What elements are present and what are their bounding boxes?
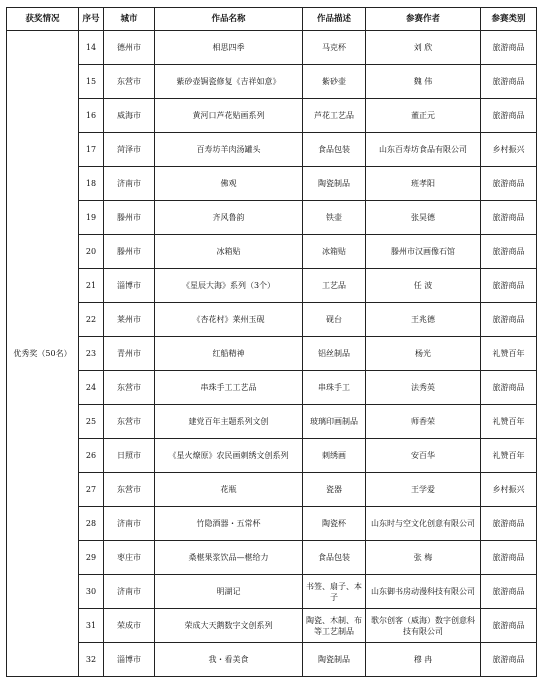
header-work: 作品名称	[155, 8, 303, 31]
cell-category: 旅游商品	[481, 541, 537, 575]
cell-author: 张昊德	[366, 201, 481, 235]
cell-city: 济南市	[104, 507, 155, 541]
table-row	[7, 507, 537, 541]
cell-author: 滕州市汉画像石馆	[366, 235, 481, 269]
cell-desc: 食品包装	[303, 133, 366, 167]
cell-desc: 食品包装	[303, 541, 366, 575]
table-row	[7, 31, 537, 65]
table-row	[7, 541, 537, 575]
cell-city: 荣成市	[104, 609, 155, 643]
cell-author: 魏 伟	[366, 65, 481, 99]
cell-work: 串珠手工工艺品	[155, 371, 303, 405]
cell-desc: 冰箱贴	[303, 235, 366, 269]
cell-city: 东营市	[104, 473, 155, 507]
cell-category: 旅游商品	[481, 507, 537, 541]
cell-category: 旅游商品	[481, 201, 537, 235]
table-row	[7, 609, 537, 643]
cell-desc: 瓷器	[303, 473, 366, 507]
cell-author: 山东时与空文化创意有限公司	[366, 507, 481, 541]
cell-city: 菏泽市	[104, 133, 155, 167]
cell-work: 荣成大天鹅数字文创系列	[155, 609, 303, 643]
cell-work: 明湖记	[155, 575, 303, 609]
cell-no: 23	[79, 337, 104, 371]
cell-no: 29	[79, 541, 104, 575]
table-row	[7, 167, 537, 201]
cell-city: 枣庄市	[104, 541, 155, 575]
cell-category: 旅游商品	[481, 609, 537, 643]
cell-city: 淄博市	[104, 643, 155, 677]
cell-work: 竹隐酒器・五常杯	[155, 507, 303, 541]
cell-author: 董正元	[366, 99, 481, 133]
cell-category: 礼赞百年	[481, 439, 537, 473]
cell-no: 17	[79, 133, 104, 167]
cell-city: 滕州市	[104, 235, 155, 269]
cell-desc: 串珠手工	[303, 371, 366, 405]
cell-city: 莱州市	[104, 303, 155, 337]
cell-desc: 铝丝制品	[303, 337, 366, 371]
cell-work: 建党百年主题系列文创	[155, 405, 303, 439]
cell-no: 22	[79, 303, 104, 337]
cell-desc: 陶瓷制品	[303, 643, 366, 677]
cell-category: 旅游商品	[481, 167, 537, 201]
cell-city: 东营市	[104, 65, 155, 99]
header-award: 获奖情况	[7, 8, 79, 31]
header-no: 序号	[79, 8, 104, 31]
table-row	[7, 371, 537, 405]
cell-city: 德州市	[104, 31, 155, 65]
cell-category: 旅游商品	[481, 269, 537, 303]
header-author: 参赛作者	[366, 8, 481, 31]
cell-category: 旅游商品	[481, 99, 537, 133]
cell-author: 王学爱	[366, 473, 481, 507]
cell-category: 礼赞百年	[481, 405, 537, 439]
cell-city: 东营市	[104, 405, 155, 439]
table-row	[7, 303, 537, 337]
table-row	[7, 405, 537, 439]
cell-city: 滕州市	[104, 201, 155, 235]
cell-no: 30	[79, 575, 104, 609]
header-row	[7, 8, 537, 31]
cell-category: 旅游商品	[481, 65, 537, 99]
cell-no: 16	[79, 99, 104, 133]
cell-work: 《星火燎原》农民画刺绣文创系列	[155, 439, 303, 473]
cell-work: 我・看美食	[155, 643, 303, 677]
awards-table	[6, 7, 537, 677]
page	[6, 7, 537, 677]
table-header	[7, 8, 537, 31]
cell-work: 佛观	[155, 167, 303, 201]
cell-author: 法秀英	[366, 371, 481, 405]
table-row	[7, 643, 537, 677]
cell-category: 旅游商品	[481, 31, 537, 65]
cell-author: 歌尔创客（威海）数字创意科技有限公司	[366, 609, 481, 643]
cell-city: 济南市	[104, 167, 155, 201]
cell-author: 山东百寿坊食品有限公司	[366, 133, 481, 167]
table-row	[7, 337, 537, 371]
cell-category: 旅游商品	[481, 575, 537, 609]
cell-city: 淄博市	[104, 269, 155, 303]
cell-city: 威海市	[104, 99, 155, 133]
cell-desc: 陶瓷杯	[303, 507, 366, 541]
cell-no: 15	[79, 65, 104, 99]
cell-author: 师香荣	[366, 405, 481, 439]
cell-category: 乡村振兴	[481, 133, 537, 167]
cell-work: 《杏花村》莱州玉砚	[155, 303, 303, 337]
cell-work: 冰箱贴	[155, 235, 303, 269]
cell-no: 26	[79, 439, 104, 473]
table-row	[7, 575, 537, 609]
cell-no: 32	[79, 643, 104, 677]
table-row	[7, 269, 537, 303]
cell-desc: 陶瓷、木制、布等工艺制品	[303, 609, 366, 643]
cell-author: 张 梅	[366, 541, 481, 575]
table-row	[7, 65, 537, 99]
cell-no: 27	[79, 473, 104, 507]
header-city: 城市	[104, 8, 155, 31]
cell-work: 相思四季	[155, 31, 303, 65]
cell-no: 21	[79, 269, 104, 303]
cell-category: 旅游商品	[481, 235, 537, 269]
cell-no: 31	[79, 609, 104, 643]
cell-work: 紫砂壶锔瓷修复《吉祥如意》	[155, 65, 303, 99]
table-row	[7, 201, 537, 235]
cell-no: 20	[79, 235, 104, 269]
cell-city: 青州市	[104, 337, 155, 371]
header-desc: 作品描述	[303, 8, 366, 31]
cell-author: 王兆德	[366, 303, 481, 337]
table-row	[7, 99, 537, 133]
cell-category: 乡村振兴	[481, 473, 537, 507]
table-row	[7, 133, 537, 167]
cell-work: 齐风鲁韵	[155, 201, 303, 235]
table-body	[7, 31, 537, 677]
cell-work: 《星辰大海》系列（3个）	[155, 269, 303, 303]
cell-work: 花瓶	[155, 473, 303, 507]
cell-author: 安百华	[366, 439, 481, 473]
cell-desc: 芦花工艺品	[303, 99, 366, 133]
cell-no: 19	[79, 201, 104, 235]
cell-author: 任 波	[366, 269, 481, 303]
cell-author: 穆 冉	[366, 643, 481, 677]
cell-desc: 玻璃印画制品	[303, 405, 366, 439]
cell-city: 济南市	[104, 575, 155, 609]
cell-city: 东营市	[104, 371, 155, 405]
award-group-cell: 优秀奖（50名）	[7, 31, 79, 677]
cell-no: 14	[79, 31, 104, 65]
cell-city: 日照市	[104, 439, 155, 473]
cell-category: 礼赞百年	[481, 337, 537, 371]
cell-author: 班孝阳	[366, 167, 481, 201]
cell-desc: 紫砂壶	[303, 65, 366, 99]
table-row	[7, 439, 537, 473]
cell-category: 旅游商品	[481, 371, 537, 405]
cell-desc: 砚台	[303, 303, 366, 337]
cell-desc: 刺绣画	[303, 439, 366, 473]
cell-no: 24	[79, 371, 104, 405]
cell-desc: 陶瓷制品	[303, 167, 366, 201]
cell-desc: 铁壶	[303, 201, 366, 235]
cell-category: 旅游商品	[481, 643, 537, 677]
cell-no: 28	[79, 507, 104, 541]
cell-author: 杨光	[366, 337, 481, 371]
cell-desc: 马克杯	[303, 31, 366, 65]
cell-work: 红船精神	[155, 337, 303, 371]
table-row	[7, 235, 537, 269]
cell-no: 25	[79, 405, 104, 439]
cell-author: 山东御书房动漫科技有限公司	[366, 575, 481, 609]
cell-work: 百寿坊羊肉汤罐头	[155, 133, 303, 167]
cell-work: 桑椹果浆饮品—椹给力	[155, 541, 303, 575]
cell-author: 刘 欣	[366, 31, 481, 65]
cell-category: 旅游商品	[481, 303, 537, 337]
table-row	[7, 473, 537, 507]
cell-desc: 书签、扇子、本子	[303, 575, 366, 609]
cell-no: 18	[79, 167, 104, 201]
cell-desc: 工艺品	[303, 269, 366, 303]
header-category: 参赛类别	[481, 8, 537, 31]
cell-work: 黄河口芦花贴画系列	[155, 99, 303, 133]
